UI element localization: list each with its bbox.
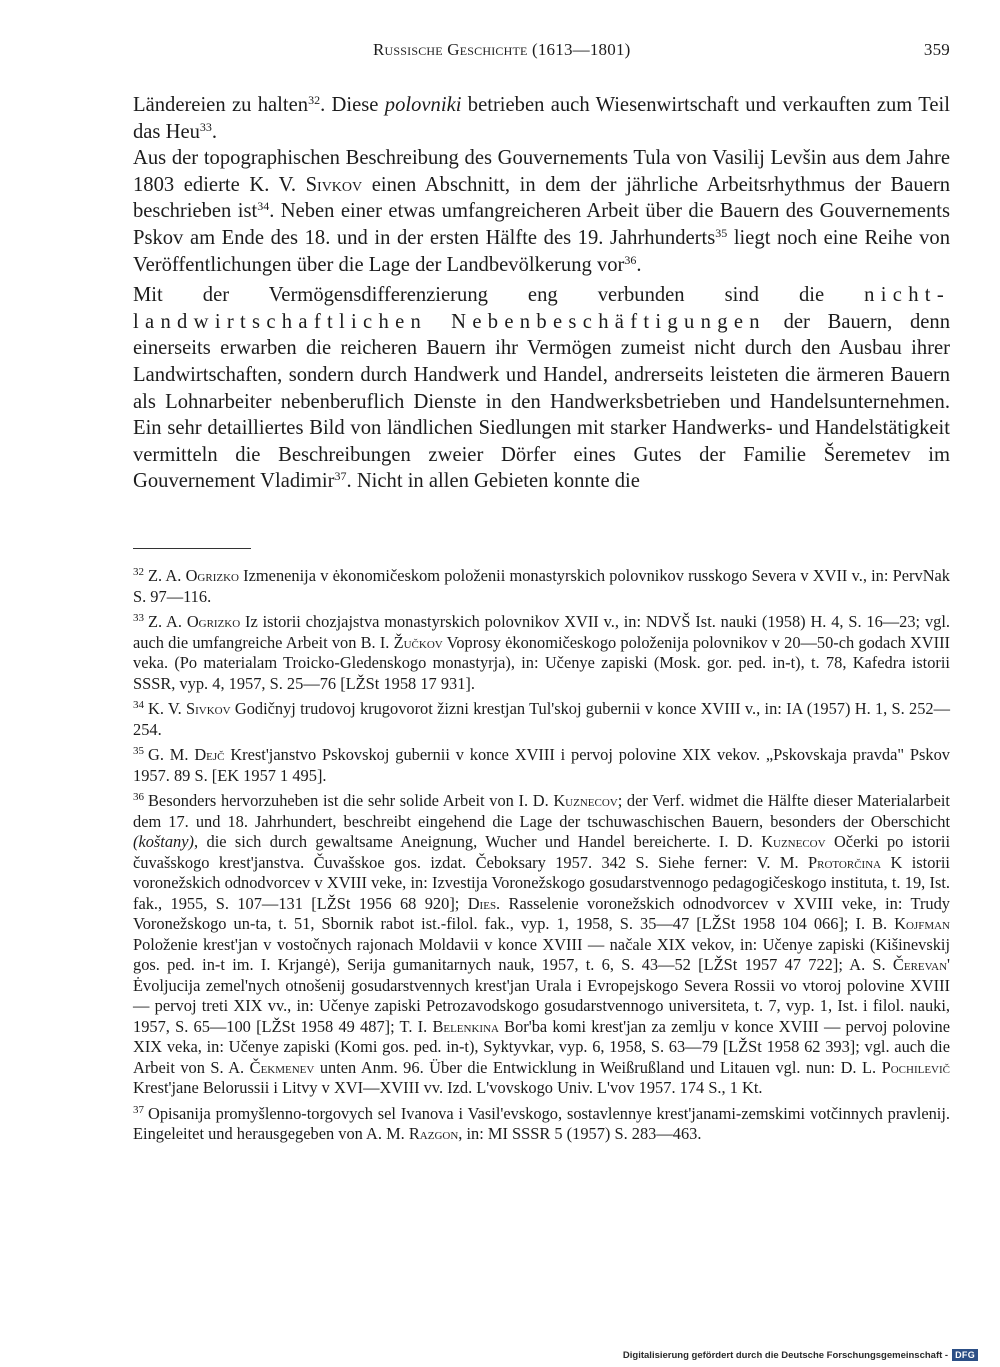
page-header [133,40,950,66]
main-text [133,92,950,495]
footnote-ref-36: 36 [624,252,637,267]
footnote-ref-32: 32 [308,93,321,107]
dfg-logo-icon[interactable]: DFG [952,1349,978,1361]
text-run: der Bauern, denn einerseits erwarben die reicheren Bauern ihr Vermögen zumeist nicht durch den Ausbau ihrer Landwirtschaften, sondern durch Handwerk und Handel, andrerseits leisteten die ärmeren Bauern als Lohnarbeiter nebenberuflich Dienste in den Handwerksbetrieben und Handelsunternehmen. Ein sehr detailliertes Bild von ländlichen Siedlungen mit starker Handwerks- und Handelstätigkeit vermitteln die Beschreibungen zweier Dörfer eines Gutes der Familie Šeremetev im Gouvernement Vladimir [133,310,950,493]
footnote-number: 35 [133,745,144,757]
text-run: . Diese [320,94,385,116]
footnote-number: 36 [133,791,144,803]
text-run: . Neben einer etwas umfangreicheren Arbeit über die Bauern des Gouvernements Pskov am Ende des 18. und in der ersten Hälfte des 19. Jahrhunderts [133,200,950,249]
author-name: Kuznecov [761,832,826,851]
emphasis-term: (koštany) [133,832,194,851]
text-run: . Nicht in allen Gebieten konnte die [346,470,640,493]
text-run: , die sich durch gewaltsame Aneignung, Wucher und Handel bereicherte. I. D. [194,832,762,851]
footnote-ref-37: 37 [334,469,347,484]
author-name: Kojfman [894,914,950,933]
footnote-number: 33 [133,612,144,624]
footnote-number: 37 [133,1103,144,1116]
paragraph-3 [133,282,950,495]
footnote-number: 32 [133,566,144,578]
text-run: Ėvoljucija zemel'nych otnošenij gosudarstvennych krest'jan Urala i Evropejskogo Severa Rossii vo vtoroj polovine XVIII — pervoj treti XIX vv., in: Učenye zapiski Petrozavodskogo gosudarstvennogo universiteta, t. 7, vyp. 1, Ist. i filol. nauki, 1957, S. 65—100 [LŽSt 1958 49 487]; T. I. [133,975,950,1036]
footnote-37 [133,1104,950,1145]
author-name: Pochilevič [881,1057,950,1077]
text-run: Ländereien zu halten [133,94,309,116]
text-run: Z. A. [148,566,186,585]
text-run: Krest'jane Belorussii i Litvy v XVI—XVIII vv. Izd. L'vovskogo Univ. L'vov 1957. 174 S., 1 Kt. [133,1078,763,1097]
running-title: Russische Geschichte (1613—1801) [373,40,631,59]
footnote-32 [133,566,950,607]
footnotes [133,566,950,1150]
paragraph-1 [133,92,950,145]
author-name: Ogrizko [185,566,239,585]
credit-text: Digitalisierung gefördert durch die Deutsche Forschungsgemeinschaft - [622,1349,949,1361]
text-run: Aus der topographischen Beschreibung des Gouvernements Tula von Vasilij Levšin aus dem Jahre 1803 edierte K. V. [133,147,950,196]
text-run: liegt noch eine Reihe von Veröffentlichungen über die Lage der Landbevölkerung vor [133,226,950,276]
footnote-34 [133,699,950,740]
author-name: Dejč [194,745,225,764]
text-run: G. M. [148,745,195,764]
author-name: Belenkina [432,1016,499,1036]
digitization-credit [623,1349,978,1361]
footnote-ref-33: 33 [199,119,212,134]
author-name: Sivkov [186,699,231,718]
footnote-rule [133,548,251,549]
text-run: . [211,120,218,143]
author-name: Čekmenev [249,1057,315,1077]
author-name: Čerevan' [892,955,950,974]
author-name: Razgon [408,1124,459,1143]
author-name: Ogrizko [186,612,241,631]
footnote-number: 34 [133,699,144,711]
author-name: Dies. [467,893,501,913]
author-name: Žučkov [393,632,443,652]
text-run: ; der Verf. widmet die Hälfte dieser Materialarbeit dem 17. und 18. Jahrhundert, beschreibt eingehend die Lage der tschuwaschischen Bauern, besonders der Oberschicht [133,791,950,831]
text-run: unten Anm. 96. Über die Entwicklung in Weißrußland und Litauen vgl. nun: D. L. [314,1057,882,1077]
text-run: einen Abschnitt, in dem der jährliche Arbeitsrhythmus der Bauern beschrieben ist [133,173,950,223]
author-name: Kuznecov [553,791,618,810]
text-run: Položenie krest'jan v vostočnych rajonach Moldavii v konce XVIII — načale XIX vekov, in: Učenye zapiski (Kišinevskij gos. ped. in-t im. I. Krjangė), Serija gumanitarnych nauk, 1957, t. 6, S. 43—52 [LŽSt 1957 47 722]; A. S. [133,934,950,974]
spaced-emphasis: nicht-landwirtschaftlichen Nebenbeschäftigungen [133,284,950,333]
author-name: Protorčina [808,852,882,872]
text-run: Besonders hervorzuheben ist die sehr solide Arbeit von I. D. [148,791,554,810]
text-run: , in: MI SSSR 5 (1957) S. 283—463. [458,1124,702,1143]
footnote-33 [133,612,950,694]
text-run: betrieben auch Wiesenwirtschaft und verkauften zum Teil das Heu [133,94,950,143]
text-run: Bor'ba komi krest'jan za zemlju v konce XVIII — pervoj polovine XIX veka, in: Učenye zapiski (Komi gos. ped. in-t), Syktyvkar, vyp. 6, 1958, S. 63—79 [LŽSt 1958 62 393]; vgl. auch die Arbeit von S. A. [133,1016,950,1077]
emphasis-polovniki: polovniki [384,94,462,116]
text-run: Voprosy ėkonomičeskogo položenija polovnikov v 20—50-ch godach XVIII veka. (Po materialam Troicko-Gledenskogo monastyrja), in: Učenye zapiski (Mosk. gor. ped. in-t), t. 78, Kafedra istorii SSSR, vyp. 4, 1957, S. 25—76 [LŽSt 1958 17 931]. [133,632,950,693]
footnote-ref-34: 34 [257,199,270,214]
footnote-36 [133,791,950,1099]
text-run: Izmenenija v ėkonomičeskom položenii monastyrskich polovnikov russkogo Severa v XVII v., in: PervNak S. 97—116. [133,566,950,606]
footnote-35 [133,745,950,786]
text-run: Z. A. [148,612,187,631]
text-run: K. V. [148,699,187,718]
author-name: Sivkov [305,173,363,196]
page-number: 359 [923,40,950,59]
text-run: . [636,253,642,276]
paragraph-2 [133,145,950,278]
text-run: Mit der Vermögensdifferenzierung eng verbunden sind die [133,284,865,307]
text-run: Očerki po istorii čuvašskogo krest'janstva. Čuvašskoe gos. izdat. Čeboksary 1957. 342 S. Siehe ferner: V. M. [133,832,950,872]
text-run: Godičnyj trudovoj krugovorot žizni krestjan Tul'skoj gubernii v konce XVIII v., in: IA (1957) H. 1, S. 252—254. [133,699,950,739]
text-run: Krest'janstvo Pskovskoj gubernii v konce XVIII i pervoj polovine XIX vekov. „Pskovskaja pravda" Pskov 1957. 89 S. [EK 1957 1 495]. [133,745,950,785]
text-run: Iz istorii chozjajstva monastyrskich polovnikov XVII v., in: NDVŠ Ist. nauki (1958) H. 4, S. 16—23; vgl. auch die umfangreiche Arbeit von B. I. [133,612,950,652]
text-run: Opisanija promyšlenno-torgovych sel Ivanova i Vasil'evskogo, sostavlennye krest'janami-zemskimi votčinnych pravlenij. Eingeleitet und herausgegeben von A. M. [133,1103,950,1143]
footnote-ref-35: 35 [715,225,728,240]
text-run: Rasselenie voronežskich odnodvorcev v XVIII veke, in: Trudy Voronežskogo un-ta, t. 51, Sbornik rabot ist.-filol. fak., vyp. 1, 1958, S. 35—47 [LŽSt 1958 104 066]; I. B. [133,893,950,933]
text-run: K istorii voronežskich odnodvorcev v XVIII veke, in: Izvestija Voronežskogo gosudarstvennogo pedagogičeskogo instituta, t. 19, Ist. fak., 1955, S. 107—131 [LŽSt 1956 68 920]; [133,852,950,913]
